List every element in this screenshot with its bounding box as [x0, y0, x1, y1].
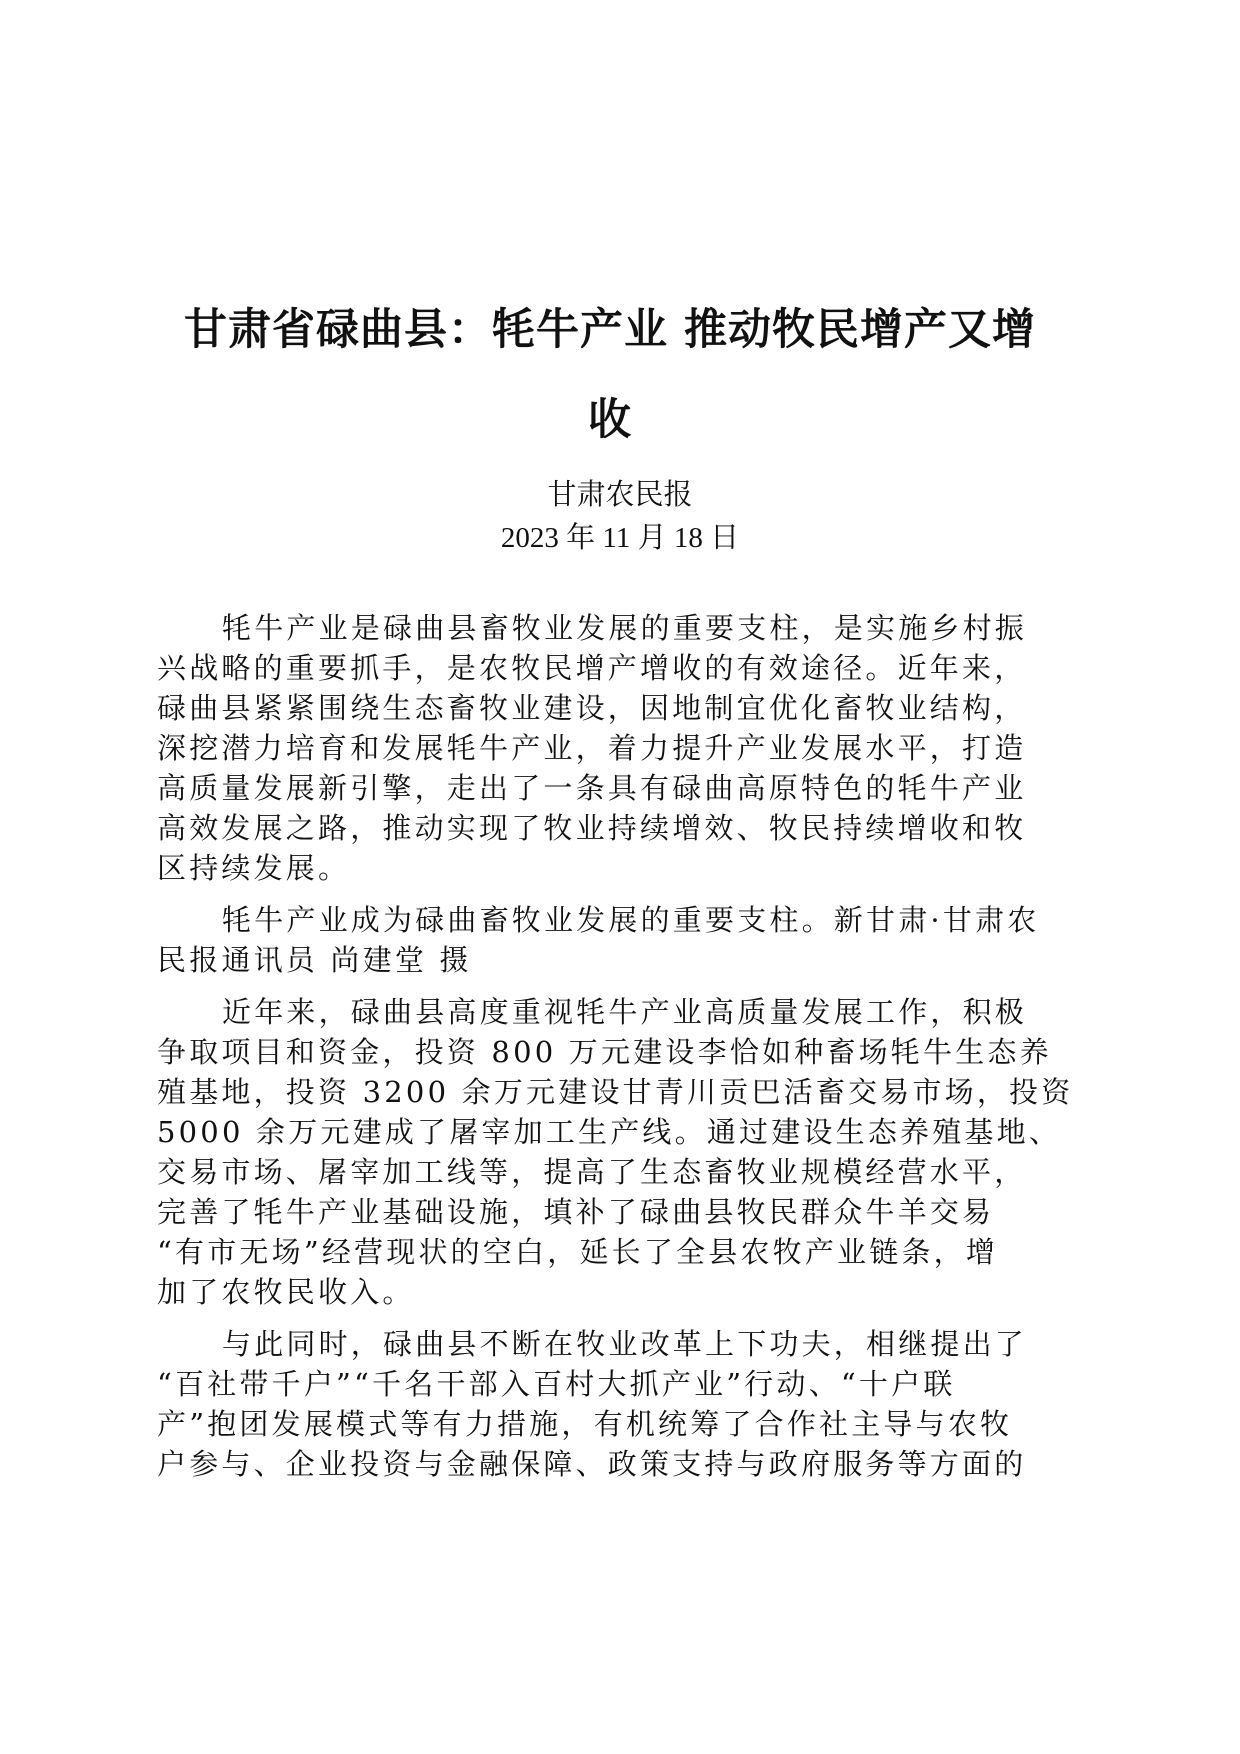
- paragraph-line: “有市无场”经营现状的空白，延长了全县农牧产业链条，增: [157, 1235, 999, 1269]
- article-title-line-2: 收: [588, 395, 632, 445]
- paragraph-line: “百社带千户”“千名干部入百村大抓产业”行动、“十户联: [157, 1367, 956, 1401]
- paragraph-line: 深挖潜力培育和发展牦牛产业，着力提升产业发展水平，打造: [157, 731, 1027, 765]
- paragraph-line: 兴战略的重要抓手，是农牧民增产增收的有效途径。近年来，: [157, 651, 1027, 685]
- paragraph-line: 5000 余万元建成了屠宰加工生产线。通过建设生态养殖基地、: [157, 1115, 1062, 1149]
- paragraph-line: 与此同时，碌曲县不断在牧业改革上下功夫，相继提出了: [222, 1327, 1028, 1361]
- paragraph-line: 加了农牧民收入。: [157, 1275, 415, 1309]
- article-date: 2023 年 11 月 18 日: [500, 522, 740, 554]
- paragraph-line: 争取项目和资金，投资 800 万元建设李恰如种畜场牦牛生态养: [157, 1035, 1052, 1069]
- article-source: 甘肃农民报: [547, 477, 693, 511]
- paragraph-line: 完善了牦牛产业基础设施，填补了碌曲县牧民群众牛羊交易: [157, 1195, 995, 1229]
- paragraph-line: 产”抱团发展模式等有力措施，有机统筹了合作社主导与农牧: [157, 1407, 1013, 1441]
- paragraph-line: 殖基地，投资 3200 余万元建设甘青川贡巴活畜交易市场，投资: [157, 1075, 1074, 1109]
- paragraph-line: 民报通讯员 尚建堂 摄: [157, 943, 472, 977]
- paragraph-line: 高效发展之路，推动实现了牧业持续增效、牧民持续增收和牧: [157, 811, 1027, 845]
- paragraph-line: 户参与、企业投资与金融保障、政策支持与政府服务等方面的: [157, 1447, 1027, 1481]
- paragraph-line: 高质量发展新引擎，走出了一条具有碌曲高原特色的牦牛产业: [157, 771, 1027, 805]
- paragraph-line: 交易市场、屠宰加工线等，提高了生态畜牧业规模经营水平，: [157, 1155, 1027, 1189]
- paragraph-line: 牦牛产业成为碌曲畜牧业发展的重要支柱。新甘肃·甘肃农: [222, 903, 1040, 937]
- paragraph-line: 碌曲县紧紧围绕生态畜牧业建设，因地制宜优化畜牧业结构，: [157, 691, 1027, 725]
- paragraph-line: 近年来，碌曲县高度重视牦牛产业高质量发展工作，积极: [222, 995, 1028, 1029]
- paragraph-line: 区持续发展。: [157, 851, 351, 885]
- paragraph-line: 牦牛产业是碌曲县畜牧业发展的重要支柱，是实施乡村振: [222, 611, 1028, 645]
- article-title-line-1: 甘肃省碌曲县：牦牛产业 推动牧民增产又增: [184, 305, 1036, 355]
